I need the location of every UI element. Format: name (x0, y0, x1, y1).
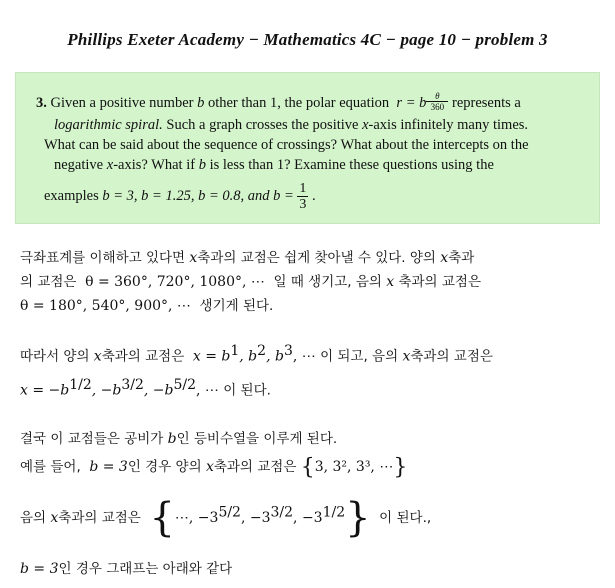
para1-line1: 극좌표계를 이해하고 있다면 x축과의 교점은 쉽게 찾아낼 수 있다. 양의 x축과 (20, 250, 475, 266)
para2-line1: 따라서 양의 x축과의 교점은 $x = b^1$, $b^2$, $b^3$, ⋯ 이 되고, 음의 x축과의 교점은 (20, 343, 493, 365)
negative-intercepts-set: ⋯, −3 (174, 510, 219, 526)
problem-number: 3. (36, 95, 47, 111)
problem-line-4: negative x-axis? What if b is less than 1? Examine these questions using the (54, 157, 494, 173)
para3-line1: 결국 이 교점들은 공비가 b인 등비수열을 이루게 된다. (20, 431, 338, 447)
para1-line3: θ = 180°, 540°, 900°, ⋯ 생기게 된다. (20, 298, 274, 314)
para3-line2: 예를 들어, b = 3인 경우 양의 x축과의 교점은 {3, 3², 3³, ⋯} (20, 455, 408, 480)
para2-line2: $x = -b^{1/2}$, $-b^{3/2}$, $-b^{5/2}$, ⋯ 이 된다. (20, 377, 271, 399)
problem-line-3: What can be said about the sequence of crossings? What about the intercepts on the (44, 137, 529, 153)
problem-line-1: 3. Given a positive number b other than 1, the polar equation r = b θ 360 represents a (36, 91, 521, 112)
page-header: Phillips Exeter Academy − Mathematics 4C − page 10 − problem 3 (67, 30, 548, 49)
problem-box (15, 72, 600, 224)
polar-equation: r = b (396, 95, 427, 111)
para1-line2: 의 교점은 θ = 360°, 720°, 1080°, ⋯ 일 때 생기고, 음의 x 축과의 교점은 (20, 274, 481, 290)
para3-line3: 음의 x축과의 교점은 {⋯, $-3^{5/2}$, $-3^{3/2}$, $-3^{1/2}$} 이 된다., (20, 495, 432, 541)
para4-line1: b = 3인 경우 그래프는 아래와 같다 (20, 561, 233, 577)
problem-line-2: logarithmic spiral. Such a graph crosses the positive x-axis infinitely many times. (54, 117, 529, 133)
positive-intercepts-set: 3, 3², 3³, ⋯ (314, 459, 394, 475)
fraction-one-third: $\frac{1}{3}$ (299, 181, 307, 213)
problem-line-5: examples b = 3, b = 1.25, b = 0.8, and b = $\frac{1}{3}$ . (44, 181, 316, 213)
